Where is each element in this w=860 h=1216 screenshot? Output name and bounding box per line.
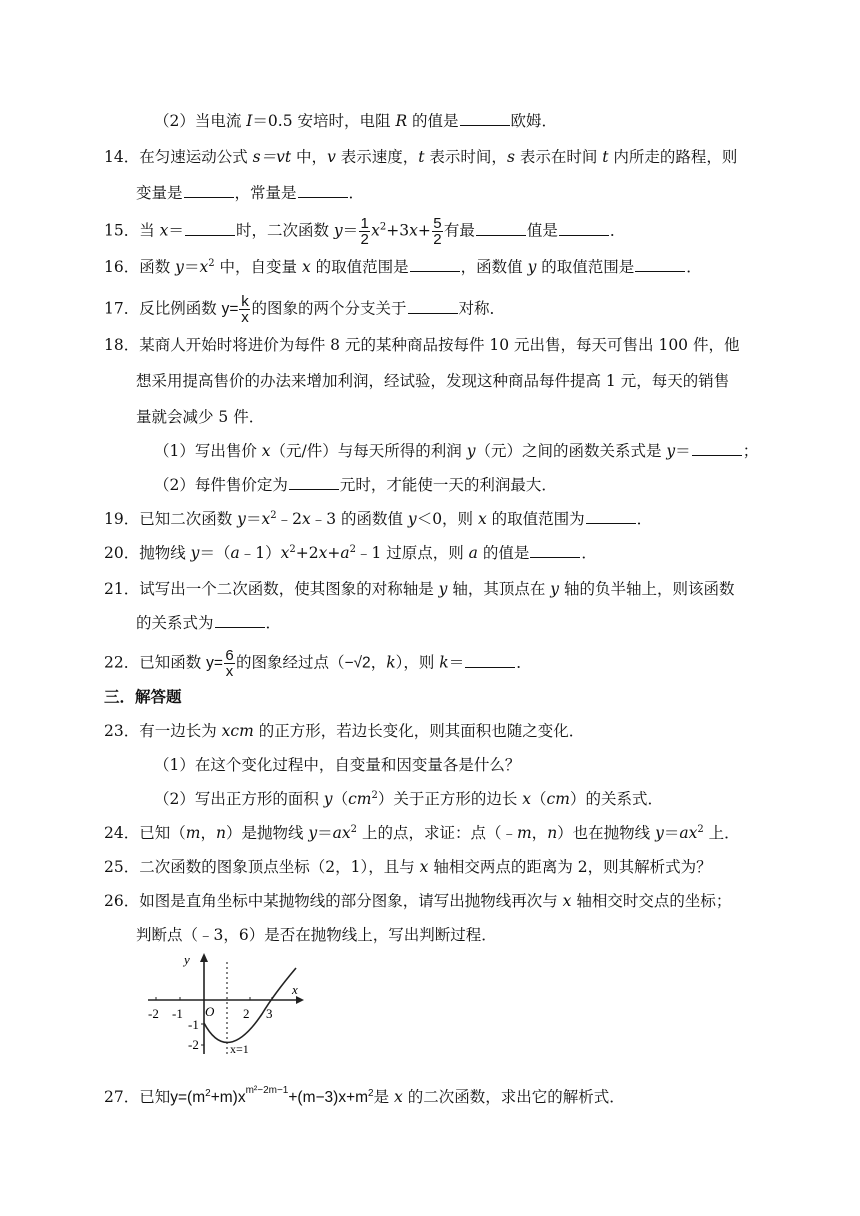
answer-blank[interactable] xyxy=(215,613,265,628)
tick-label: 3 xyxy=(266,1006,273,1021)
fraction-six-over-x: $\frac{6}{x}$ xyxy=(225,647,234,680)
q27-formula: $y=(m^2+m)x^{m^2-2m-1}+(m-3)x+m^2$ xyxy=(170,1085,374,1106)
fraction-half: $\frac{1}{2}$ xyxy=(360,215,369,248)
q18-line3: 量就会减少 5 件． xyxy=(136,408,265,426)
q16: 16．函数 $y=x^2$ 中，自变量 x 的取值范围是 ，函数值 y 的取值范围是 ． xyxy=(104,257,702,276)
y-axis-arrow xyxy=(200,953,208,962)
answer-blank[interactable] xyxy=(692,441,742,456)
section-title: 三．解答题 xyxy=(104,687,182,706)
answer-blank[interactable] xyxy=(559,221,609,236)
q17: 17．反比例函数 y= $\frac{k}{x}$ 的图象的两个分支关于 对称． xyxy=(104,293,506,326)
q19: 19．已知二次函数 $y=x^2﹣2x﹣3$ 的函数值 y＜0，则 x 的取值范围为 ． xyxy=(104,509,653,528)
parabola-graph xyxy=(146,950,306,1058)
q13-part2: （2）当电流 I＝0.5 安培时，电阻 R 的值是 欧姆． xyxy=(154,112,558,130)
q18-part2: （2）每件售价定为 元时，才能使一天的利润最大． xyxy=(154,476,557,494)
answer-blank[interactable] xyxy=(465,653,515,668)
q14-line2: 变量是 ，常量是 ． xyxy=(136,184,365,202)
q18-part1: （1）写出售价 x（元/件）与每天所得的利润 y（元）之间的函数关系式是 y＝ ； xyxy=(154,442,759,460)
q27: 27．已知$y=(m^2+m)x^{m^2-2m-1}+(m-3)x+m^2$是 x 的二次函数，求出它的解析式． xyxy=(104,1085,625,1106)
x-label: x xyxy=(292,982,298,997)
answer-blank[interactable] xyxy=(530,543,580,558)
answer-blank[interactable] xyxy=(408,299,458,314)
q21-line2: 的关系式为 ． xyxy=(136,614,282,632)
symmetry-label: x=1 xyxy=(230,1042,249,1056)
q15: 15．当 x＝ 时，二次函数 y＝ $\frac{1}{2}$ $x^2+3x+$ $\frac{5}{2}$ 有最 值是 ． xyxy=(104,215,626,248)
y-label: y xyxy=(184,952,190,967)
tick-label: -2 xyxy=(148,1006,159,1021)
q23-line1: 23．有一边长为 xcm 的正方形，若边长变化，则其面积也随之变化． xyxy=(104,722,585,740)
q20: 20．抛物线 $y=(a﹣1)x^2+2x+a^2﹣1$ 过原点，则 a 的值是 ． xyxy=(104,543,597,562)
answer-blank[interactable] xyxy=(410,257,460,272)
q26-line1: 26．如图是直角坐标中某抛物线的部分图象，请写出抛物线再次与 x 轴相交时交点的坐标； xyxy=(104,892,732,910)
q23-part2: （2）写出正方形的面积 $y(cm^2)$关于正方形的边长 x（cm）的关系式． xyxy=(154,789,663,808)
fraction-k-over-x: $\frac{k}{x}$ xyxy=(241,293,249,326)
answer-blank[interactable] xyxy=(298,183,348,198)
answer-blank[interactable] xyxy=(586,509,636,524)
answer-blank[interactable] xyxy=(184,183,234,198)
answer-blank[interactable] xyxy=(635,257,685,272)
answer-blank[interactable] xyxy=(460,111,510,126)
q23-part1: （1）在这个变化过程中，自变量和因变量各是什么？ xyxy=(154,756,521,774)
answer-blank[interactable] xyxy=(476,221,526,236)
q14-line1: 14．在匀速运动公式 s＝vt 中，v 表示速度，t 表示时间，s 表示在时间 t 内所走的路程，则 xyxy=(104,148,738,166)
parabola-curve xyxy=(204,968,296,1042)
q21-line1: 21．试写出一个二次函数，使其图象的对称轴是 y 轴，其顶点在 y 轴的负半轴上，则该函数 xyxy=(104,580,735,598)
tick-label: -1 xyxy=(188,1017,199,1032)
origin-label: O xyxy=(205,1004,215,1019)
answer-blank[interactable] xyxy=(185,221,235,236)
answer-blank[interactable] xyxy=(289,475,339,490)
q26-line2: 判断点（﹣3，6）是否在抛物线上，写出判断过程． xyxy=(136,926,497,944)
q18-line1: 18．某商人开始时将进价为每件 8 元的某种商品按每件 10 元出售，每天可售出 100 件，他 xyxy=(104,336,740,354)
q25: 25．二次函数的图象顶点坐标（2，1），且与 x 轴相交两点的距离为 2，则其解析式为？ xyxy=(104,858,712,876)
q18-line2: 想采用提高售价的办法来增加利润，经试验，发现这种商品每件提高 1 元，每天的销售 xyxy=(136,372,730,390)
neg-root-two: −√2 xyxy=(344,654,371,672)
tick-label: -2 xyxy=(188,1037,199,1052)
tick-label: -1 xyxy=(172,1006,183,1021)
q24: 24．已知（m，n）是抛物线 $y=ax^2$ 上的点，求证：点（﹣m，n）也在抛物线 $y=ax^2$ 上． xyxy=(104,823,740,842)
x-axis-arrow xyxy=(296,996,304,1004)
q22: 22．已知函数 y= $\frac{6}{x}$ 的图象经过点（−√2，k），则 k＝ ． xyxy=(104,647,532,680)
tick-label: 2 xyxy=(243,1006,250,1021)
fraction-five-halves: $\frac{5}{2}$ xyxy=(433,215,442,248)
